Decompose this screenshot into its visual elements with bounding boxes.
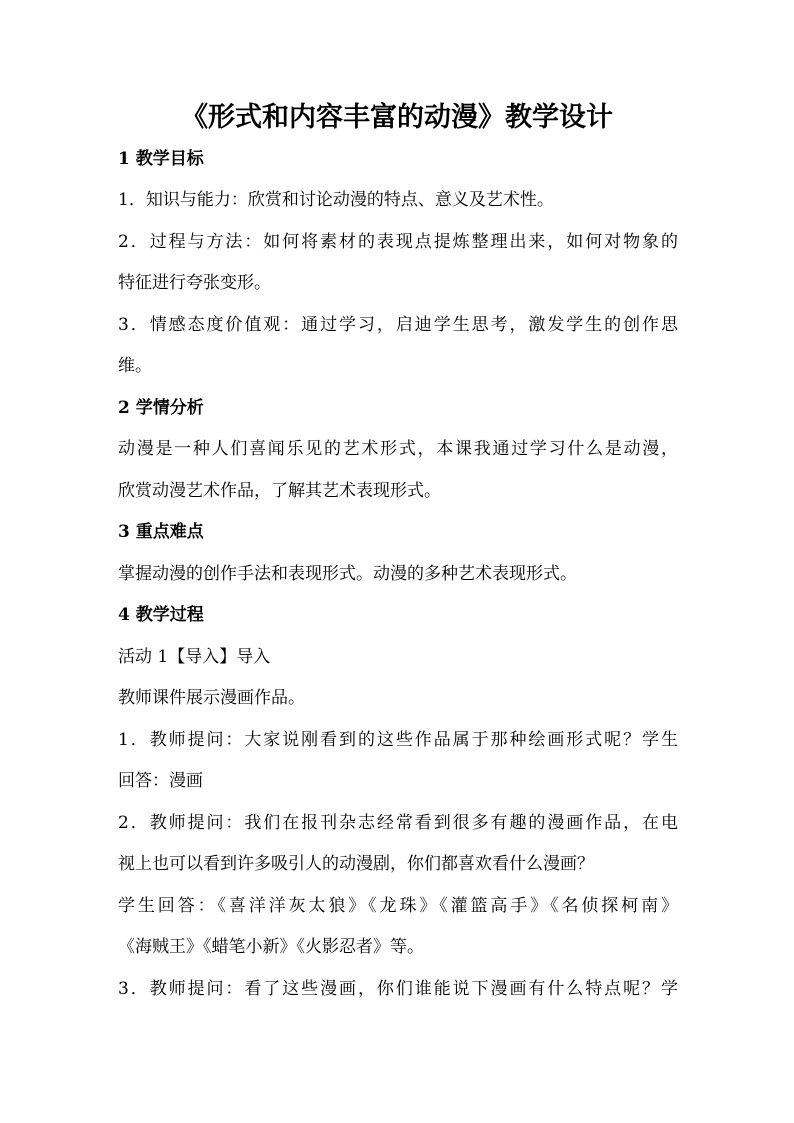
objective-attitude-line1: 3．情感态度价值观：通过学习，启迪学生思考，激发学生的创作思 bbox=[118, 315, 678, 335]
section-heading-teaching-objectives: 1 教学目标 bbox=[118, 149, 204, 169]
student-answer-line2: 《海贼王》《蜡笔小新》《火影忍者》等。 bbox=[118, 937, 424, 957]
activity-1-title: 活动 1【导入】导入 bbox=[118, 647, 271, 667]
section-heading-key-points: 3 重点难点 bbox=[118, 522, 204, 542]
objective-attitude-line2: 维。 bbox=[118, 356, 152, 376]
teacher-courseware-text: 教师课件展示漫画作品。 bbox=[118, 688, 305, 708]
key-points-text: 掌握动漫的创作手法和表现形式。动漫的多种艺术表现形式。 bbox=[118, 564, 577, 584]
objective-process-line1: 2．过程与方法：如何将素材的表现点提炼整理出来，如何对物象的 bbox=[118, 232, 678, 252]
student-analysis-line2: 欣赏动漫艺术作品，了解其艺术表现形式。 bbox=[118, 481, 441, 501]
question-2-line1: 2．教师提问：我们在报刊杂志经常看到很多有趣的漫画作品，在电 bbox=[118, 813, 678, 833]
question-1-line1: 1．教师提问：大家说刚看到的这些作品属于那种绘画形式呢？学生 bbox=[118, 730, 678, 750]
question-3-line1: 3．教师提问：看了这些漫画，你们谁能说下漫画有什么特点呢？学 bbox=[118, 979, 678, 999]
student-answer-line1: 学生回答：《喜洋洋灰太狼》《龙珠》《灌篮高手》《名侦探柯南》 bbox=[118, 896, 678, 916]
question-1-line2: 回答：漫画 bbox=[118, 771, 203, 791]
section-heading-student-analysis: 2 学情分析 bbox=[118, 398, 204, 418]
student-analysis-line1: 动漫是一种人们喜闻乐见的艺术形式，本课我通过学习什么是动漫， bbox=[118, 439, 678, 459]
objective-process-line2: 特征进行夸张变形。 bbox=[118, 273, 271, 293]
question-2-line2: 视上也可以看到许多吸引人的动漫剧，你们都喜欢看什么漫画？ bbox=[118, 854, 594, 874]
section-heading-teaching-process: 4 教学过程 bbox=[118, 605, 204, 625]
objective-knowledge: 1．知识与能力：欣赏和讨论动漫的特点、意义及艺术性。 bbox=[118, 190, 554, 210]
document-title: 《形式和内容丰富的动漫》教学设计 bbox=[181, 102, 613, 133]
